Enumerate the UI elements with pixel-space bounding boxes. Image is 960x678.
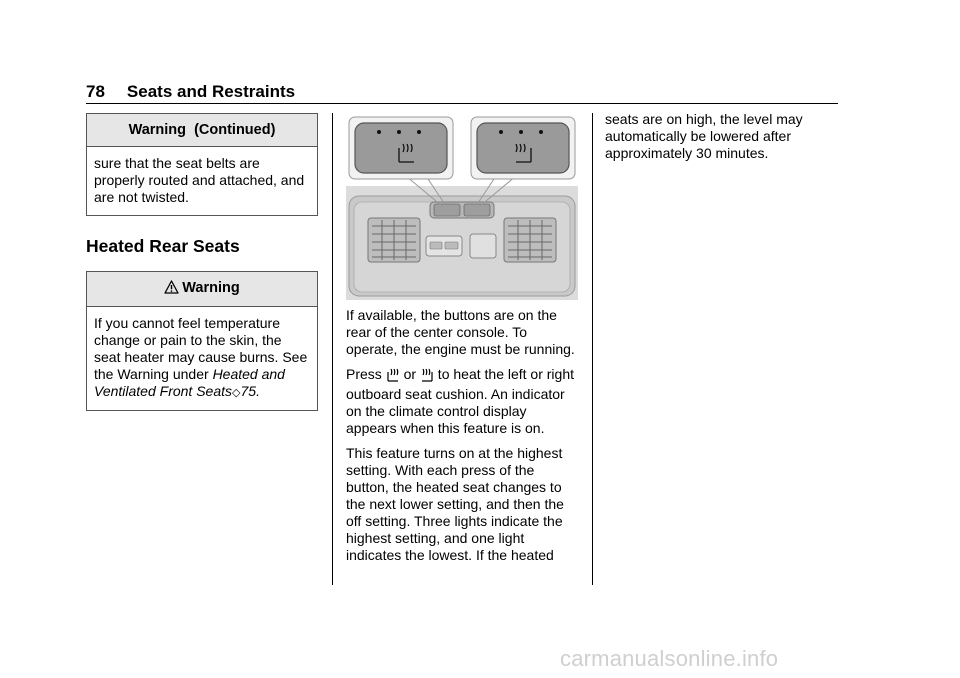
- paragraph-settings: This feature turns on at the highest setting. With each press of the button, the heated seat changes to the next lower setting, and then the off setting. Three lights indicate the highest setting, and one light indicates the lowest. If the heated: [346, 445, 564, 563]
- right-air-vent: [504, 218, 556, 262]
- heated-seat-left-icon: [386, 366, 400, 386]
- warning-text: [94, 315, 310, 401]
- rear-console-illustration: [346, 114, 578, 300]
- warning-heading: Warning: [182, 280, 240, 296]
- header-rule: [86, 103, 838, 104]
- warning-triangle-icon: [164, 280, 179, 299]
- press-word: Press: [346, 366, 386, 382]
- warning-box: [86, 271, 318, 411]
- paragraph-press: [346, 366, 578, 437]
- cross-reference-icon: ◇: [232, 386, 241, 399]
- column-1: [86, 113, 318, 411]
- column-divider-2: [592, 113, 593, 585]
- warning-reference-page[interactable]: 75: [240, 383, 257, 399]
- or-word: or: [399, 366, 420, 382]
- warning-continued-box: [86, 113, 318, 216]
- warning-continued-heading: Warning (Continued): [87, 114, 317, 147]
- left-heated-seat-button-enlarged: [349, 117, 453, 179]
- column-3: [605, 111, 835, 170]
- warning-reference[interactable]: Heated and Ventilated Front Seats: [94, 366, 285, 399]
- page-title: Seats and Restraints: [126, 82, 296, 101]
- column-divider-1: [332, 113, 333, 585]
- page-header: [86, 82, 295, 102]
- paragraph-location: If available, the buttons are on the rear of the center console. To operate, the engine must be running.: [346, 307, 575, 357]
- warning-heading-row: [87, 272, 317, 307]
- section-title: Heated Rear Seats: [86, 236, 240, 256]
- column-2: [346, 114, 578, 572]
- watermark: carmanualsonline.info: [560, 646, 779, 671]
- warning-body: If you cannot feel temperature change or pain to the skin, the seat heater may cause burns. See the Warning under: [94, 315, 308, 382]
- page-number: 78: [86, 82, 105, 101]
- left-air-vent: [368, 218, 420, 262]
- heated-seat-right-icon: [420, 366, 434, 386]
- right-heated-seat-button-enlarged: [471, 117, 575, 179]
- paragraph-auto-lower: seats are on high, the level may automatically be lowered after approximately 30 minutes.: [605, 111, 803, 161]
- warning-continued-text: sure that the seat belts are properly routed and attached, and are not twisted.: [94, 155, 305, 205]
- warning-reference-period: .: [256, 383, 260, 399]
- press-description: to heat the left or right outboard seat cushion. An indicator on the climate control display appears when this feature is on.: [346, 366, 575, 436]
